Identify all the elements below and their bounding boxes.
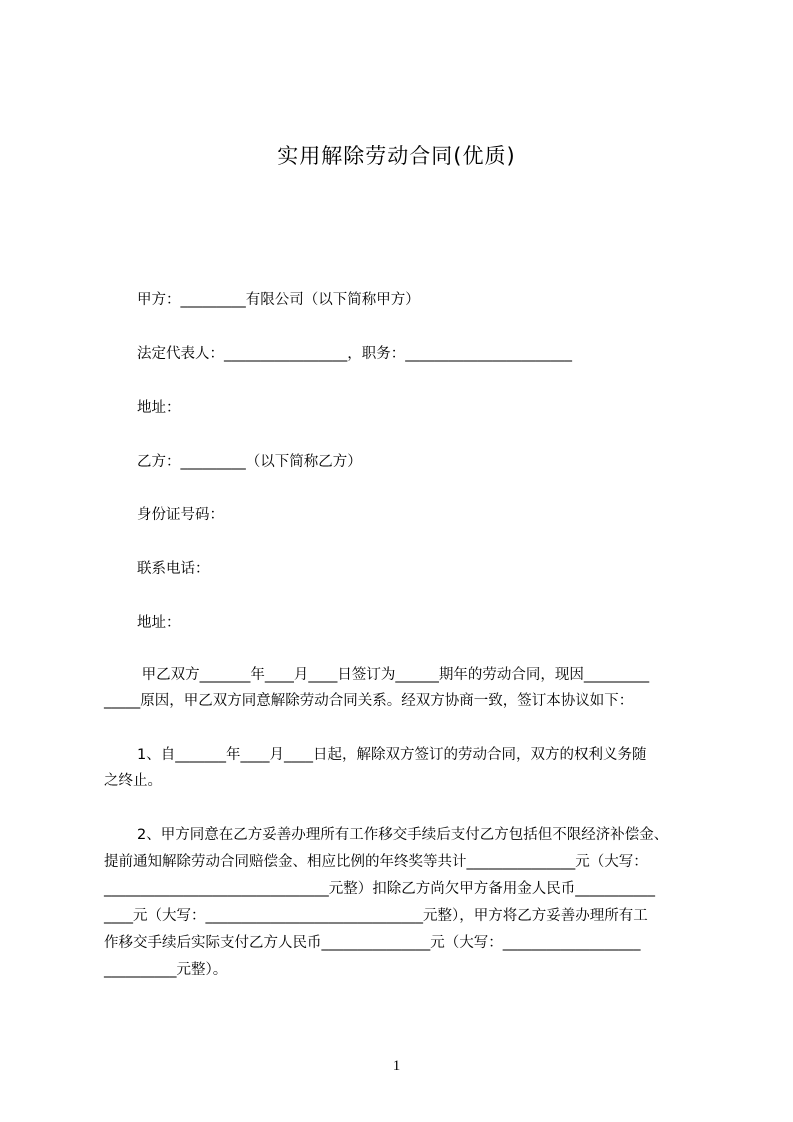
party-b-field: 乙方：_________（以下简称乙方） [137, 454, 362, 470]
party-a-field: 甲方：_________有限公司（以下简称甲方） [137, 292, 420, 308]
paragraph-line: _____原因，甲乙双方同意解除劳动合同关系。经双方协商一致，签订本协议如下： [104, 693, 634, 709]
legal-representative-field: 法定代表人：_________________，职务：_______________________ [137, 346, 572, 362]
party-a-address-field: 地址： [137, 400, 181, 416]
page-number: 1 [392, 1058, 401, 1074]
paragraph-line: 1、自_______年____月____日起，解除双方签订的劳动合同，双方的权利义务随 [137, 747, 647, 763]
id-number-field: 身份证号码： [137, 507, 224, 523]
paragraph-line: ____元（大写：______________________________元整），甲方将乙方妥善办理所有工 [104, 908, 648, 924]
document-title: 实用解除劳动合同(优质) [277, 144, 516, 168]
party-b-address-field: 地址： [137, 615, 181, 631]
phone-field: 联系电话： [137, 561, 210, 577]
paragraph-line: 之终止。 [104, 773, 162, 789]
paragraph-line: _______________________________元整）扣除乙方尚欠甲方备用金人民币___________ [104, 881, 655, 897]
paragraph-line: 甲乙双方_______年____月____日签订为______期年的劳动合同，现因_________ [137, 667, 650, 683]
paragraph-line: 2、甲方同意在乙方妥善办理所有工作移交手续后支付乙方包括但不限经济补偿金、 [137, 827, 669, 843]
paragraph-line: __________元整）。 [104, 962, 228, 978]
paragraph-line: 作移交手续后实际支付乙方人民币_______________元（大写：___________________ [104, 935, 641, 951]
paragraph-line: 提前通知解除劳动合同赔偿金、相应比例的年终奖等共计_______________元（大写： [104, 854, 648, 870]
